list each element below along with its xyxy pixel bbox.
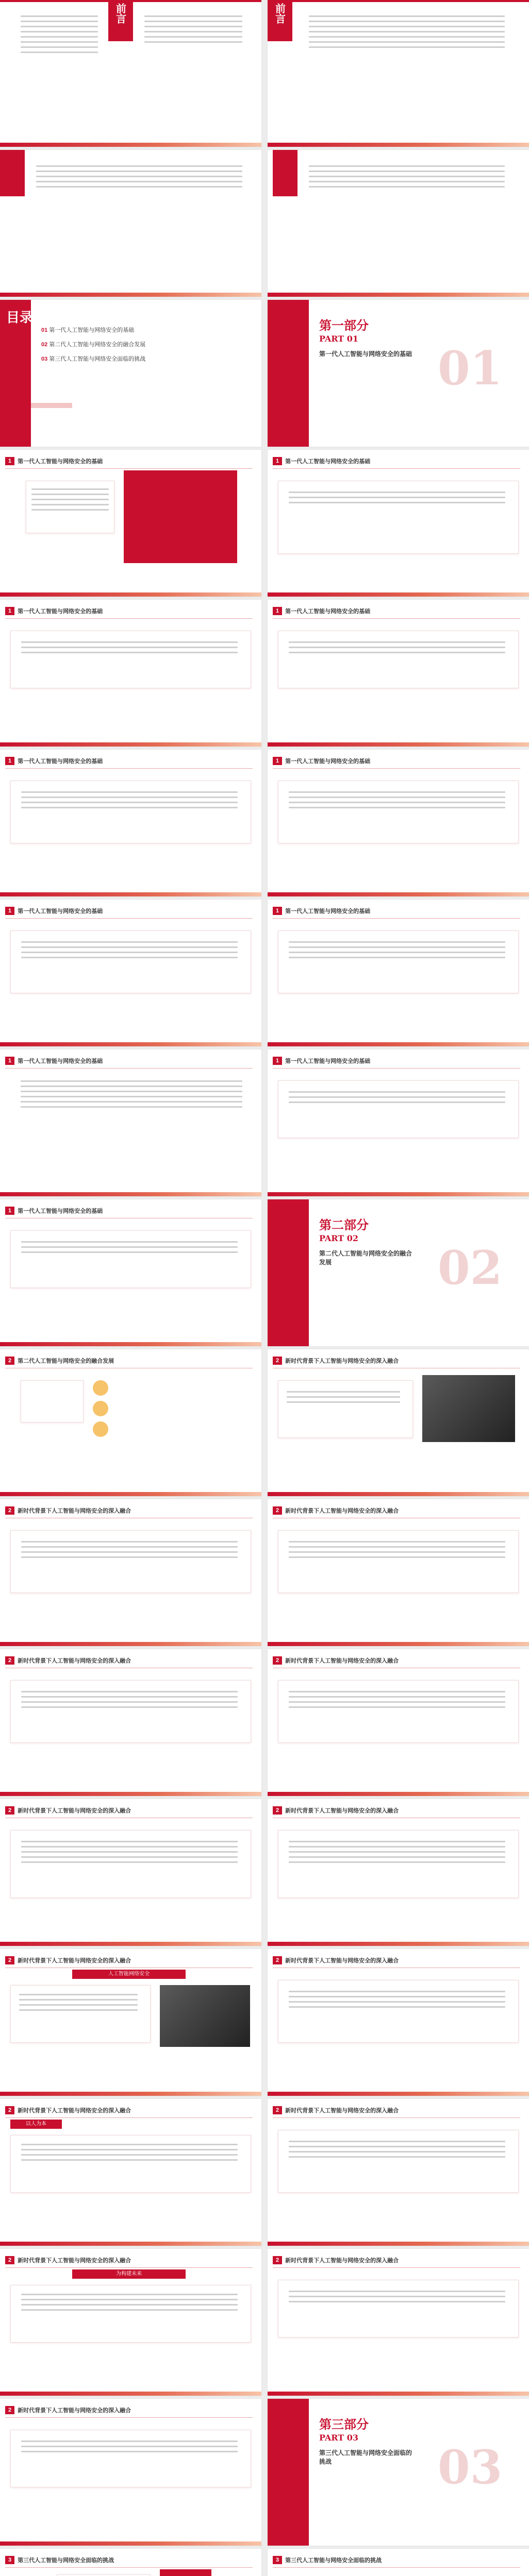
header-title: 新时代背景下人工智能与网络安全的深入融合 bbox=[18, 1958, 131, 1964]
header-num: 3 bbox=[273, 2556, 282, 2564]
header-num: 1 bbox=[273, 1057, 282, 1065]
header-title: 第一代人工智能与网络安全的基础 bbox=[285, 608, 371, 615]
slide-s1-e bbox=[0, 750, 261, 896]
caption-bar: 以人为本 bbox=[10, 2120, 62, 2129]
slide-s2b-h bbox=[0, 1949, 261, 2096]
toc-item-1[interactable]: 01 第一代人工智能与网络安全的基础 bbox=[41, 327, 135, 333]
header-title: 第一代人工智能与网络安全的基础 bbox=[285, 459, 371, 465]
header-num: 1 bbox=[5, 1057, 14, 1065]
slide-s2b-c bbox=[268, 1499, 529, 1646]
slide-s3-b bbox=[268, 2549, 529, 2576]
slide-s1-h bbox=[268, 900, 529, 1046]
header-num: 2 bbox=[5, 1656, 14, 1665]
part2-label: 第二部分 bbox=[319, 1217, 369, 1232]
slide-part-1 bbox=[268, 300, 529, 447]
toc-item-2[interactable]: 02 第二代人工智能与网络安全的融合发展 bbox=[41, 342, 146, 348]
slide-preface-2 bbox=[268, 0, 529, 147]
header-num: 2 bbox=[273, 1806, 282, 1815]
slide-toc bbox=[0, 300, 261, 447]
toc-item-3[interactable]: 03 第三代人工智能与网络安全面临的挑战 bbox=[41, 356, 146, 362]
toc-title: 目录 bbox=[6, 310, 34, 326]
header-num: 2 bbox=[273, 2256, 282, 2264]
header-num: 1 bbox=[5, 907, 14, 915]
slide-s2b-g bbox=[268, 1799, 529, 1946]
part3-number: 03 bbox=[438, 2440, 503, 2495]
header-title: 新时代背景下人工智能与网络安全的深入融合 bbox=[285, 1358, 399, 1364]
slide-s2b-i bbox=[268, 1949, 529, 2096]
header-title: 新时代背景下人工智能与网络安全的深入融合 bbox=[285, 1958, 399, 1964]
header-num: 2 bbox=[5, 2256, 14, 2264]
header-title: 新时代背景下人工智能与网络安全的深入融合 bbox=[18, 2108, 131, 2114]
slide-s2b-n bbox=[0, 2399, 261, 2546]
part2-title: 第二代人工智能与网络安全的融合发展 bbox=[319, 1250, 412, 1266]
header-title: 第三代人工智能与网络安全面临的挑战 bbox=[285, 2557, 382, 2564]
slide-s1-d bbox=[268, 600, 529, 747]
header-title: 新时代背景下人工智能与网络安全的深入融合 bbox=[18, 1658, 131, 1664]
header-num: 2 bbox=[5, 2406, 14, 2414]
header-title: 第一代人工智能与网络安全的基础 bbox=[18, 1058, 103, 1064]
header-title: 第一代人工智能与网络安全的基础 bbox=[18, 908, 103, 914]
header-title: 第一代人工智能与网络安全的基础 bbox=[18, 608, 103, 615]
slide-s2b-e bbox=[268, 1649, 529, 1796]
slide-part-3 bbox=[268, 2399, 529, 2546]
header-title: 新时代背景下人工智能与网络安全的深入融合 bbox=[285, 2258, 399, 2264]
part1-number: 01 bbox=[438, 341, 503, 396]
header-title: 新时代背景下人工智能与网络安全的深入融合 bbox=[285, 1658, 399, 1664]
toc-list bbox=[41, 326, 145, 363]
header-num: 1 bbox=[5, 757, 14, 765]
header-num: 3 bbox=[5, 2556, 14, 2564]
preface-title-tile bbox=[108, 0, 133, 41]
part1-en: PART 01 bbox=[319, 334, 359, 344]
header-title: 第二代人工智能与网络安全的融合发展 bbox=[18, 1358, 114, 1364]
header-num: 2 bbox=[5, 1806, 14, 1815]
slide-s1-k bbox=[0, 1199, 261, 1346]
header-title: 新时代背景下人工智能与网络安全的深入融合 bbox=[285, 2108, 399, 2114]
preface-title: 前言 bbox=[114, 3, 127, 24]
header-num: 2 bbox=[273, 1506, 282, 1515]
header-title: 新时代背景下人工智能与网络安全的深入融合 bbox=[285, 1808, 399, 1814]
part3-label: 第三部分 bbox=[319, 2417, 369, 2432]
header-title: 第一代人工智能与网络安全的基础 bbox=[285, 908, 371, 914]
part3-title: 第三代人工智能与网络安全面临的挑战 bbox=[319, 2449, 412, 2465]
header-title: 新时代背景下人工智能与网络安全的深入融合 bbox=[18, 2408, 131, 2414]
part1-label: 第一部分 bbox=[319, 318, 369, 333]
slide-preface-1 bbox=[0, 0, 261, 147]
caption-bar: 人工智能网络安全 bbox=[72, 1970, 186, 1979]
slide-preface-3 bbox=[0, 150, 261, 297]
header-title: 第一代人工智能与网络安全的基础 bbox=[18, 459, 103, 465]
header-num: 2 bbox=[5, 1956, 14, 1964]
slide-s1-j bbox=[268, 1049, 529, 1196]
header-title: 第一代人工智能与网络安全的基础 bbox=[18, 758, 103, 765]
header-title: 新时代背景下人工智能与网络安全的深入融合 bbox=[18, 1508, 131, 1514]
slide-s2b-j bbox=[0, 2099, 261, 2246]
header-num: 2 bbox=[273, 1956, 282, 1964]
header-num: 1 bbox=[5, 457, 14, 465]
slide-s2b-l bbox=[0, 2249, 261, 2396]
header-title: 新时代背景下人工智能与网络安全的深入融合 bbox=[18, 1808, 131, 1814]
caption-bar: 为构建未来 bbox=[72, 2269, 186, 2279]
slide-s3-a bbox=[0, 2549, 261, 2576]
header-title: 第三代人工智能与网络安全面临的挑战 bbox=[18, 2557, 114, 2564]
header-num: 2 bbox=[273, 1656, 282, 1665]
header-num: 2 bbox=[273, 1357, 282, 1365]
preface-side-title: 前言 bbox=[273, 3, 286, 24]
slide-preface-4 bbox=[268, 150, 529, 297]
part1-title: 第一代人工智能与网络安全的基础 bbox=[319, 350, 412, 358]
part2-number: 02 bbox=[438, 1241, 503, 1295]
header-title: 第一代人工智能与网络安全的基础 bbox=[18, 1208, 103, 1214]
header-num: 1 bbox=[273, 907, 282, 915]
slide-s2b-d bbox=[0, 1649, 261, 1796]
photo bbox=[160, 1985, 250, 2047]
slide-s2b-b bbox=[0, 1499, 261, 1646]
slide-s2b-k bbox=[268, 2099, 529, 2246]
header-title: 新时代背景下人工智能与网络安全的深入融合 bbox=[18, 2258, 131, 2264]
slide-s1-f bbox=[268, 750, 529, 896]
slide-s2b-a bbox=[268, 1349, 529, 1496]
slide-s1-i bbox=[0, 1049, 261, 1196]
slide-s1-g bbox=[0, 900, 261, 1046]
slide-s1-c bbox=[0, 600, 261, 747]
header-num: 2 bbox=[5, 2106, 14, 2114]
header-title: 新时代背景下人工智能与网络安全的深入融合 bbox=[285, 1508, 399, 1514]
header-num: 2 bbox=[5, 1357, 14, 1365]
part3-en: PART 03 bbox=[319, 2433, 359, 2443]
slide-s2-a bbox=[0, 1349, 261, 1496]
header-num: 1 bbox=[273, 457, 282, 465]
header-title: 第一代人工智能与网络安全的基础 bbox=[285, 1058, 371, 1064]
slide-s2b-f bbox=[0, 1799, 261, 1946]
header-num: 2 bbox=[5, 1506, 14, 1515]
header-num: 1 bbox=[273, 757, 282, 765]
header-num: 1 bbox=[5, 607, 14, 615]
slide-s1-b bbox=[268, 450, 529, 597]
slide-part-2 bbox=[268, 1199, 529, 1346]
header-title: 第一代人工智能与网络安全的基础 bbox=[285, 758, 371, 765]
slide-s1-a bbox=[0, 450, 261, 597]
preface-side-tile bbox=[268, 0, 292, 41]
header-num: 1 bbox=[5, 1207, 14, 1215]
slide-s2b-m bbox=[268, 2249, 529, 2396]
header-num: 2 bbox=[273, 2106, 282, 2114]
photo bbox=[422, 1375, 515, 1442]
header-num: 1 bbox=[273, 607, 282, 615]
part2-en: PART 02 bbox=[319, 1233, 359, 1243]
